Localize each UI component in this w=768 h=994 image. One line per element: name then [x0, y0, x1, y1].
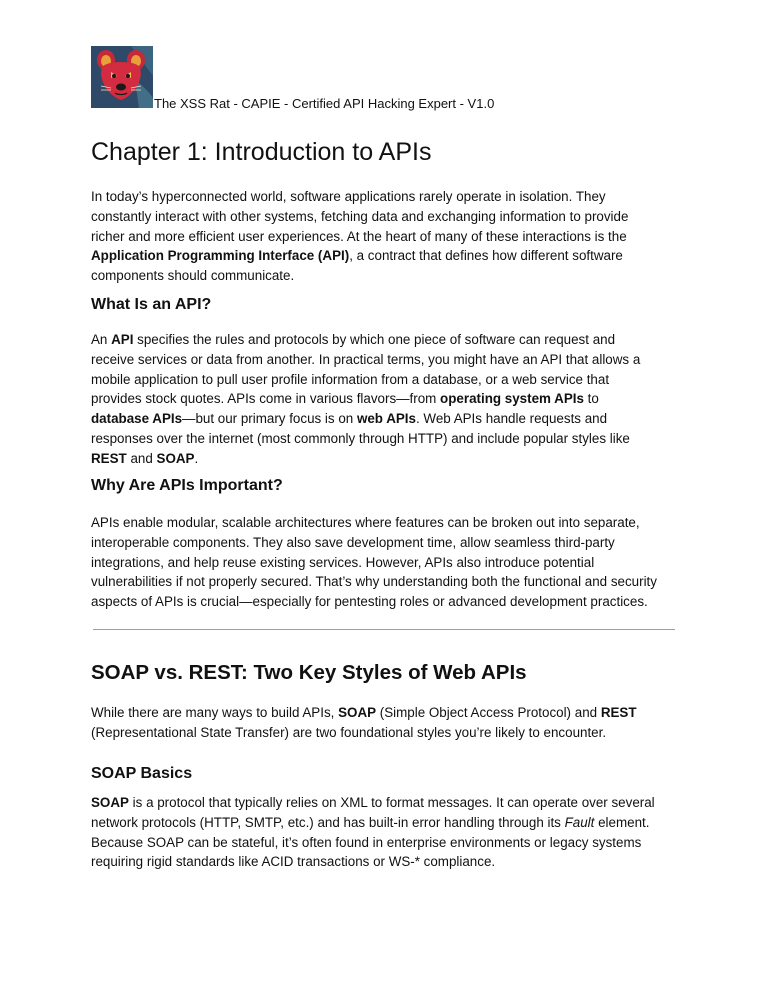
document-header-title: The XSS Rat - CAPIE - Certified API Hacking Expert - V1.0: [154, 96, 495, 111]
text-line: An API specifies the rules and protocols by which one piece of software can request and: [91, 332, 616, 347]
text-line: aspects of APIs is crucial—especially for pentesting roles or advanced development practices.: [91, 594, 648, 610]
text-line: components should communicate.: [91, 268, 295, 284]
what-is-api-paragraph: [91, 330, 691, 469]
italic-term: Fault: [564, 814, 595, 830]
bold-term: API: [111, 332, 134, 347]
text-line: mobile application to pull user profile information from a database, or a web service that: [91, 371, 610, 387]
section-heading-what-is-api: What Is an API?: [91, 296, 212, 313]
text-line: While there are many ways to build APIs, SOAP (Simple Object Access Protocol) and REST: [91, 705, 637, 720]
text-line: responses over the internet (most commonly through HTTP) and include popular styles like: [91, 430, 630, 446]
soap-basics-paragraph: [91, 793, 691, 872]
text-line: Because SOAP can be stateful, it’s often found in enterprise environments or legacy systems: [91, 834, 642, 850]
bold-term: REST: [91, 450, 127, 466]
bold-term: SOAP: [338, 705, 377, 720]
bold-term: operating system APIs: [440, 391, 584, 407]
text-line: REST and SOAP.: [91, 450, 199, 466]
text-line: SOAP is a protocol that typically relies on XML to format messages. It can operate over several: [91, 795, 655, 810]
bold-term: web APIs: [356, 411, 416, 427]
section-divider: [93, 629, 675, 630]
text-line: vulnerabilities if not properly secured. That’s why understanding both the functional and security: [91, 574, 657, 590]
chapter-title: Chapter 1: Introduction to APIs: [91, 138, 432, 166]
bold-term: SOAP: [156, 450, 195, 466]
text-line: integrations, and help reuse existing services. However, APIs also introduce potential: [91, 554, 595, 570]
section-heading-soap-vs-rest: SOAP vs. REST: Two Key Styles of Web APIs: [91, 661, 527, 684]
text-line: provides stock quotes. APIs come in various flavors—from operating system APIs to: [91, 391, 599, 407]
text-line: constantly interact with other systems, fetching data and exchanging information to provide: [91, 208, 629, 224]
soap-vs-rest-paragraph: [91, 703, 691, 743]
section-heading-soap-basics: SOAP Basics: [91, 765, 193, 782]
text-line: database APIs—but our primary focus is on web APIs. Web APIs handle requests and: [91, 411, 608, 427]
text-line: (Representational State Transfer) are two foundational styles you’re likely to encounter.: [91, 724, 607, 740]
text-line: interoperable components. They also save development time, allow seamless third-party: [91, 534, 615, 550]
text-line: requiring rigid standards like ACID transactions or WS-* compliance.: [91, 854, 496, 870]
text-line: APIs enable modular, scalable architectures where features can be broken out into separate,: [91, 515, 640, 530]
intro-paragraph: [91, 187, 691, 286]
section-heading-why-important: Why Are APIs Important?: [91, 477, 283, 494]
why-important-paragraph: [91, 513, 691, 612]
text-line: network protocols (HTTP, SMTP, etc.) and has built-in error handling through its Fault element.: [91, 814, 650, 830]
bold-term: database APIs: [91, 411, 183, 427]
bold-term: Application Programming Interface (API): [91, 248, 350, 264]
text-line: receive services or data from another. In practical terms, you might have an API that allows a: [91, 351, 641, 367]
text-line: Application Programming Interface (API), a contract that defines how different software: [91, 248, 623, 264]
rat-face-logo: [91, 46, 153, 108]
bold-term: SOAP: [91, 795, 129, 810]
text-line: In today’s hyperconnected world, software applications rarely operate in isolation. They: [91, 189, 606, 204]
text-line: richer and more efficient user experiences. At the heart of many of these interactions is the: [91, 228, 627, 244]
bold-term: REST: [600, 705, 637, 720]
